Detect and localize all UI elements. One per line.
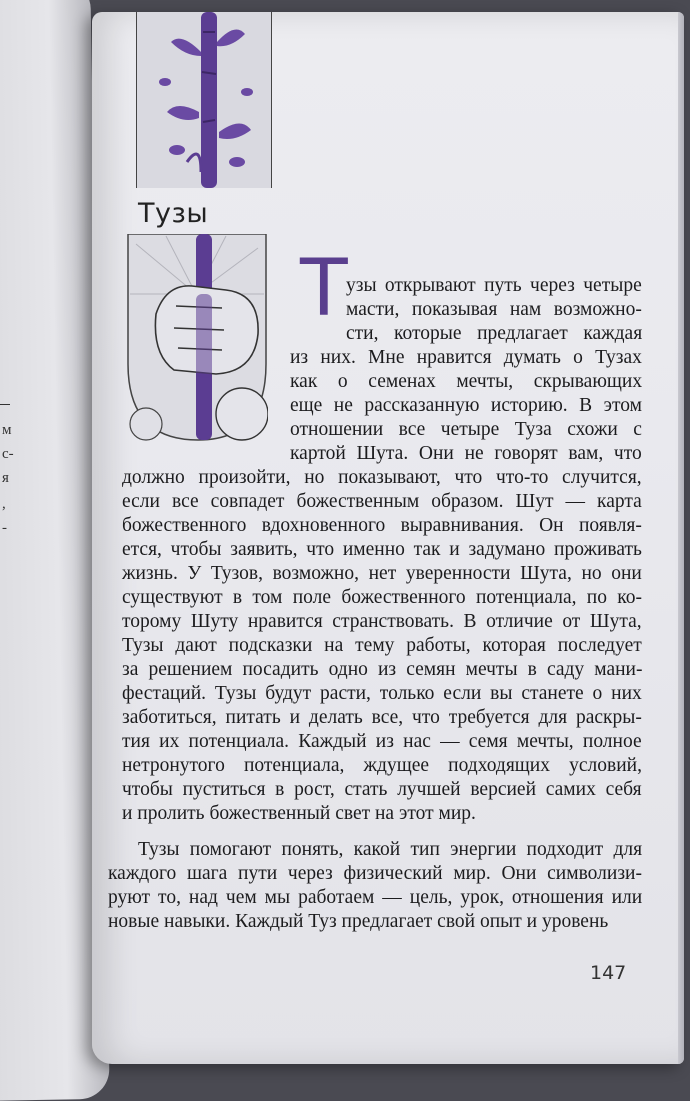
body-line: фестаций. Тузы будут расти, только если вы станете о них — [122, 683, 642, 704]
body-line: узы открывают путь через четыре — [346, 275, 642, 296]
body-line: как о семенах мечты, скрывающих — [290, 371, 643, 392]
body-line: и пролить божественный свет на этот мир. — [122, 803, 476, 824]
body-line: руют то, над чем мы работаем — цель, урок, отношения или — [108, 887, 643, 908]
body-line: масти, показывая нам возможно- — [346, 299, 642, 320]
left-page-fragment: - — [2, 520, 7, 536]
left-page-rule — [0, 404, 10, 405]
body-line: за решением посадить одно из семян мечты в саду мани- — [122, 659, 643, 680]
body-line: должно произойти, но показывают, что что-то случится, — [122, 467, 642, 488]
body-line: отношении все четыре Туза схожи с — [290, 419, 642, 440]
page-number: 147 — [590, 962, 627, 984]
body-line: Тузы дают подсказки на тему работы, которая последует — [122, 635, 642, 656]
body-line: существуют в том поле божественного потенциала, по ко- — [122, 587, 642, 608]
body-line: еще не рассказанную историю. В этом — [290, 395, 642, 416]
body-line: тия их потенциала. Каждый из нас — семя мечты, полное — [122, 731, 642, 752]
body-line: заботиться, питать и делать все, что требуется для раскры- — [122, 707, 642, 728]
book-page — [92, 12, 684, 1064]
body-line: каждого шага пути через физический мир. Они символизи- — [108, 863, 642, 884]
body-line: из них. Мне нравится думать о Тузах — [290, 347, 642, 368]
body-line: жизнь. У Тузов, возможно, нет уверенности Шута, но они — [122, 563, 642, 584]
body-line: если все совпадет божественным образом. Шут — карта — [122, 491, 642, 512]
section-title: Тузы — [138, 198, 209, 229]
body-line: чтобы пуститься в рост, стать лучшей версией самих себя — [122, 779, 642, 800]
body-line: Тузы помогают понять, какой тип энергии подходит для — [138, 839, 643, 860]
left-page-fragment: м — [2, 422, 12, 438]
drop-cap: Т — [300, 244, 348, 334]
left-page-fragment: , — [2, 496, 6, 512]
body-line: новые навыки. Каждый Туз предлагает свой опыт и уровень — [108, 911, 609, 932]
body-line: ется, чтобы заявить, что именно так и задумано проживать — [122, 539, 642, 560]
body-line: торому Шуту нравится странствовать. В отличие от Шута, — [122, 611, 642, 632]
body-line: сти, которые предлагает каждая — [346, 323, 643, 344]
left-page-fragment: с- — [2, 446, 14, 462]
wand-sprouting-leaves-icon — [136, 12, 272, 188]
body-line: нетронутого потенциала, ждущее подходящих условий, — [122, 755, 642, 776]
left-page-fragment: я — [2, 470, 9, 486]
hand-holding-wand-icon — [126, 234, 268, 444]
body-line: картой Шута. Они не говорят вам, что — [290, 443, 642, 464]
body-line: божественного вдохновенного выравнивания. Он появля- — [122, 515, 642, 536]
page-edge — [678, 12, 684, 1064]
